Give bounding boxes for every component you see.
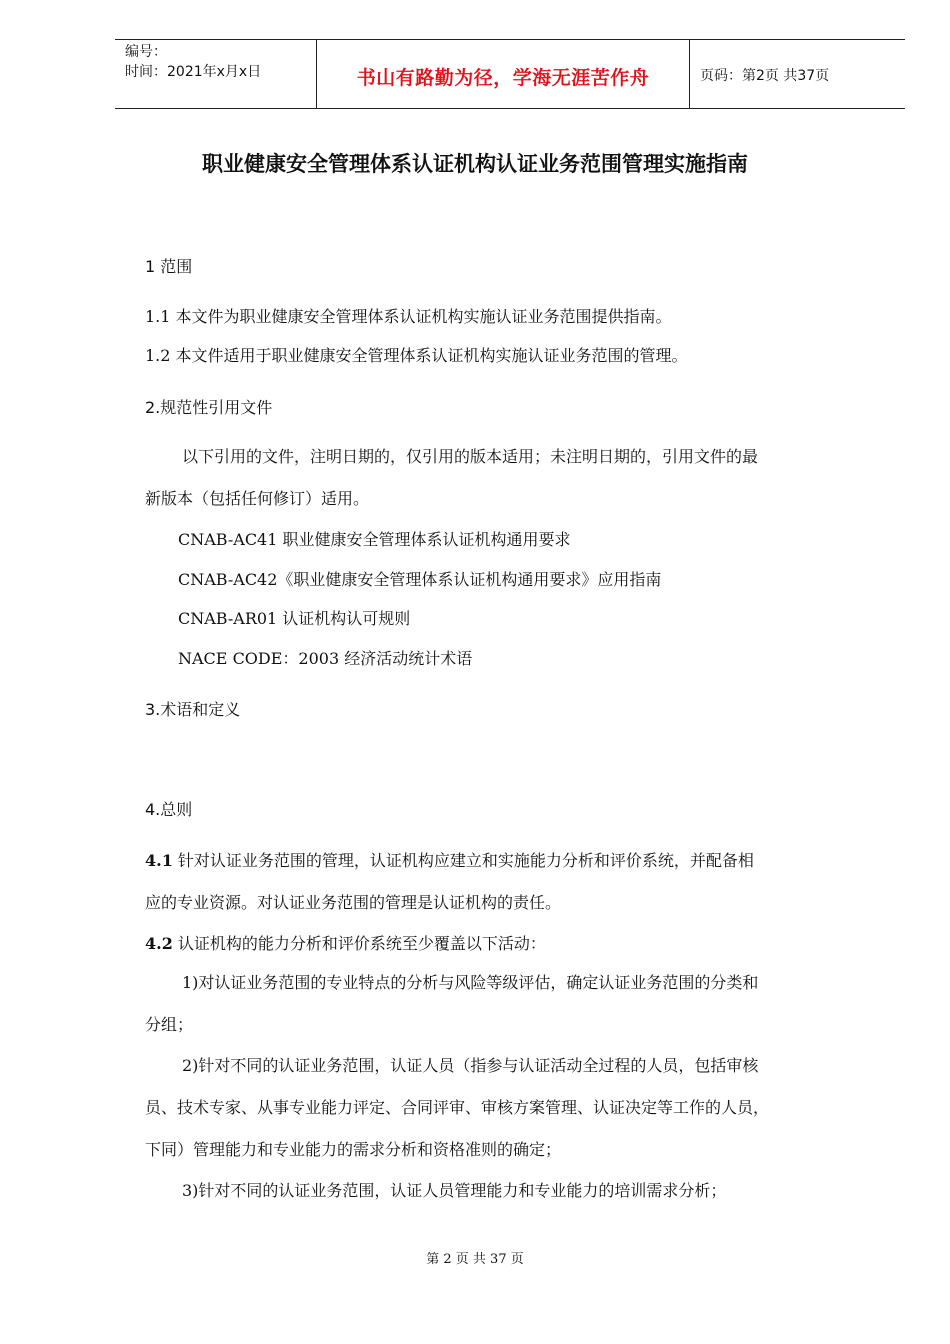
clause-1-2: 1.2 本文件适用于职业健康安全管理体系认证机构实施认证业务范围的管理。	[145, 346, 688, 365]
reference-item: CNAB-AR01 认证机构认可规则	[178, 609, 411, 628]
reference-item: CNAB-AC41 职业健康安全管理体系认证机构通用要求	[178, 530, 571, 549]
clause-1-1: 1.1 本文件为职业健康安全管理体系认证机构实施认证业务范围提供指南。	[145, 307, 672, 326]
clause-4-1-text: 针对认证业务范围的管理，认证机构应建立和实施能力分析和评价系统，并配备相	[172, 851, 754, 870]
header-motto: 书山有路勤为径，学海无涯苦作舟	[356, 67, 650, 89]
header-page-number: 页码：第2页 共37页	[700, 68, 830, 84]
clause-4-2-text: 认证机构的能力分析和评价系统至少覆盖以下活动：	[172, 934, 546, 953]
doc-number-label: 编号：	[125, 44, 167, 60]
list-item-2-line1: 2)针对不同的认证业务范围，认证人员（指参与认证活动全过程的人员，包括审核	[182, 1056, 759, 1075]
clause-4-1-number: 4.1	[145, 851, 173, 870]
page-footer: 第 2 页 共 37 页	[426, 1252, 524, 1267]
list-item-3: 3)针对不同的认证业务范围，认证人员管理能力和专业能力的培训需求分析；	[182, 1181, 727, 1200]
list-item-2-line2: 员、技术专家、从事专业能力评定、合同评审、审核方案管理、认证决定等工作的人员，	[145, 1098, 770, 1117]
section-4-heading: 4.总则	[145, 800, 193, 819]
section-1-heading: 1 范围	[145, 257, 193, 276]
list-item-1-line2: 分组；	[145, 1015, 194, 1034]
clause-4-2	[145, 931, 546, 954]
clause-4-1-line1	[145, 848, 754, 871]
section-3-heading: 3.术语和定义	[145, 700, 241, 719]
reference-item: NACE CODE：2003 经济活动统计术语	[178, 649, 473, 668]
section-2-intro-line2: 新版本（包括任何修订）适用。	[145, 489, 370, 508]
header-meta	[115, 40, 316, 108]
list-item-2-line3: 下同）管理能力和专业能力的需求分析和资格准则的确定；	[145, 1140, 562, 1159]
document-title: 职业健康安全管理体系认证机构认证业务范围管理实施指南	[202, 152, 748, 176]
clause-4-2-number: 4.2	[145, 934, 173, 953]
reference-item: CNAB-AC42《职业健康安全管理体系认证机构通用要求》应用指南	[178, 570, 662, 589]
list-item-1-line1: 1)对认证业务范围的专业特点的分析与风险等级评估，确定认证业务范围的分类和	[182, 973, 759, 992]
header-motto-cell	[316, 40, 690, 108]
section-2-heading: 2.规范性引用文件	[145, 398, 273, 417]
page-header	[115, 39, 905, 109]
clause-4-1-line2: 应的专业资源。对认证业务范围的管理是认证机构的责任。	[145, 893, 562, 912]
section-2-intro-line1: 以下引用的文件，注明日期的，仅引用的版本适用；未注明日期的，引用文件的最	[182, 447, 759, 466]
doc-time-label: 时间：2021年x月x日	[125, 64, 262, 80]
